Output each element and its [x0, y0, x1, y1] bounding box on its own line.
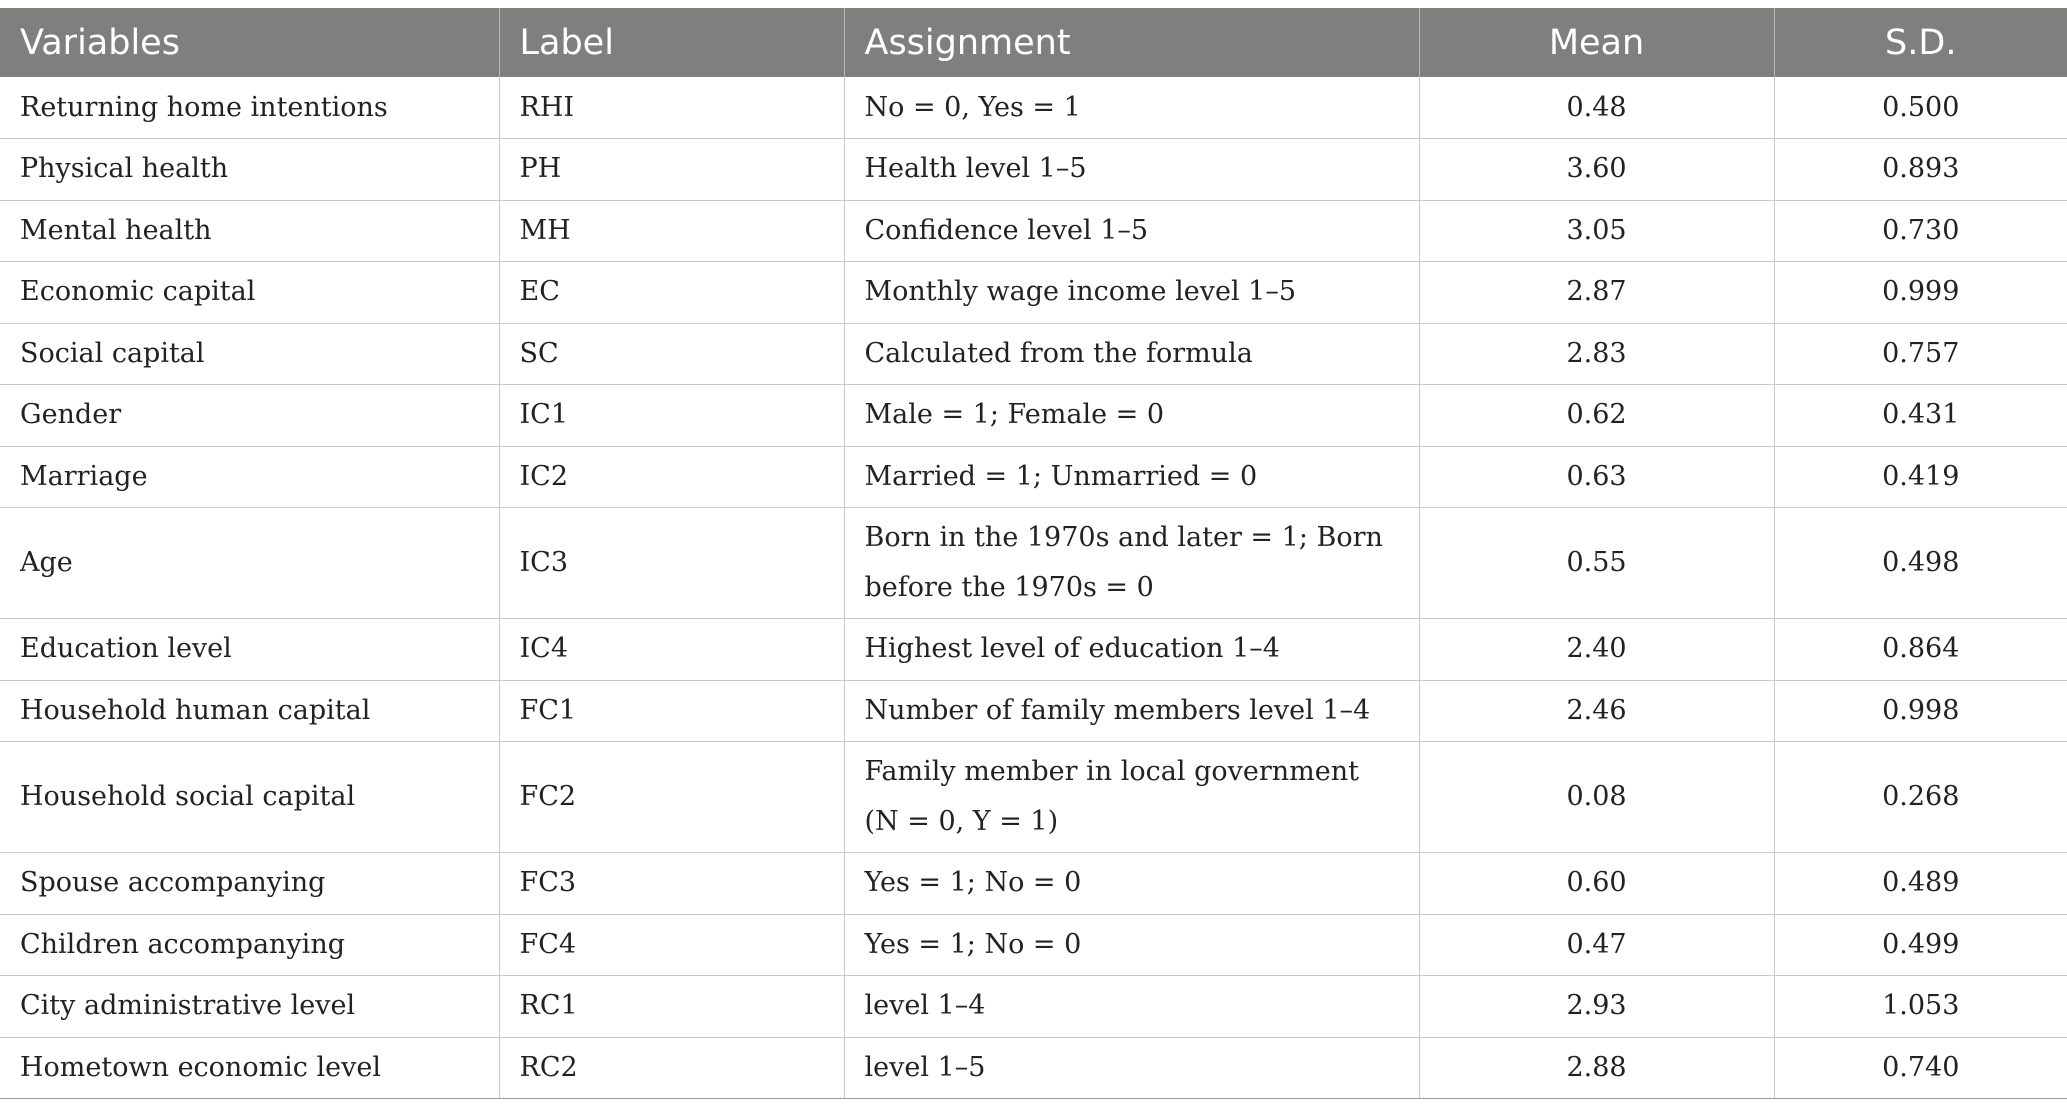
cell-assignment: Born in the 1970s and later = 1; Born before the 1970s = 0	[844, 508, 1419, 619]
cell-variable: Physical health	[0, 139, 499, 201]
cell-variable: Age	[0, 508, 499, 619]
cell-variable: Social capital	[0, 323, 499, 385]
cell-assignment: Number of family members level 1–4	[844, 680, 1419, 742]
cell-sd: 0.999	[1774, 262, 2067, 324]
cell-variable: Economic capital	[0, 262, 499, 324]
cell-sd: 0.489	[1774, 853, 2067, 915]
cell-sd: 0.498	[1774, 508, 2067, 619]
cell-label: FC1	[499, 680, 844, 742]
header-assignment: Assignment	[844, 8, 1419, 77]
cell-assignment: Highest level of education 1–4	[844, 619, 1419, 681]
table-row	[0, 446, 2067, 508]
cell-assignment: Calculated from the formula	[844, 323, 1419, 385]
table-row	[0, 853, 2067, 915]
cell-variable: Household human capital	[0, 680, 499, 742]
cell-assignment: level 1–4	[844, 976, 1419, 1038]
table-row	[0, 619, 2067, 681]
cell-mean: 0.63	[1419, 446, 1774, 508]
cell-label: FC3	[499, 853, 844, 915]
cell-assignment: Yes = 1; No = 0	[844, 914, 1419, 976]
cell-mean: 0.48	[1419, 77, 1774, 139]
cell-label: EC	[499, 262, 844, 324]
cell-sd: 1.053	[1774, 976, 2067, 1038]
cell-mean: 0.60	[1419, 853, 1774, 915]
cell-label: MH	[499, 200, 844, 262]
cell-variable: Mental health	[0, 200, 499, 262]
cell-variable: Children accompanying	[0, 914, 499, 976]
table-row	[0, 385, 2067, 447]
table-row	[0, 139, 2067, 201]
cell-assignment: No = 0, Yes = 1	[844, 77, 1419, 139]
cell-label: FC4	[499, 914, 844, 976]
cell-sd: 0.730	[1774, 200, 2067, 262]
cell-variable: Hometown economic level	[0, 1037, 499, 1099]
cell-sd: 0.864	[1774, 619, 2067, 681]
table-row	[0, 742, 2067, 853]
table-row	[0, 914, 2067, 976]
cell-sd: 0.499	[1774, 914, 2067, 976]
table-body	[0, 77, 2067, 1099]
cell-mean: 0.47	[1419, 914, 1774, 976]
cell-assignment: Confidence level 1–5	[844, 200, 1419, 262]
cell-variable: Household social capital	[0, 742, 499, 853]
cell-label: IC4	[499, 619, 844, 681]
cell-assignment: Married = 1; Unmarried = 0	[844, 446, 1419, 508]
cell-label: RC2	[499, 1037, 844, 1099]
header-variables: Variables	[0, 8, 499, 77]
cell-assignment: Monthly wage income level 1–5	[844, 262, 1419, 324]
cell-label: IC2	[499, 446, 844, 508]
cell-sd: 0.500	[1774, 77, 2067, 139]
variables-table-container	[0, 8, 2067, 1099]
cell-label: RHI	[499, 77, 844, 139]
cell-mean: 0.08	[1419, 742, 1774, 853]
cell-label: RC1	[499, 976, 844, 1038]
table-header	[0, 8, 2067, 77]
cell-mean: 2.87	[1419, 262, 1774, 324]
table-row	[0, 976, 2067, 1038]
header-label: Label	[499, 8, 844, 77]
cell-label: FC2	[499, 742, 844, 853]
cell-mean: 0.55	[1419, 508, 1774, 619]
cell-sd: 0.740	[1774, 1037, 2067, 1099]
cell-mean: 3.05	[1419, 200, 1774, 262]
table-row	[0, 262, 2067, 324]
cell-sd: 0.268	[1774, 742, 2067, 853]
cell-variable: Gender	[0, 385, 499, 447]
cell-label: PH	[499, 139, 844, 201]
cell-sd: 0.998	[1774, 680, 2067, 742]
cell-mean: 0.62	[1419, 385, 1774, 447]
cell-variable: Spouse accompanying	[0, 853, 499, 915]
cell-sd: 0.419	[1774, 446, 2067, 508]
cell-variable: Returning home intentions	[0, 77, 499, 139]
cell-mean: 2.40	[1419, 619, 1774, 681]
table-row	[0, 680, 2067, 742]
table-row	[0, 77, 2067, 139]
cell-sd: 0.757	[1774, 323, 2067, 385]
cell-assignment: Yes = 1; No = 0	[844, 853, 1419, 915]
cell-mean: 2.46	[1419, 680, 1774, 742]
table-row	[0, 200, 2067, 262]
cell-variable: Education level	[0, 619, 499, 681]
header-mean: Mean	[1419, 8, 1774, 77]
cell-sd: 0.893	[1774, 139, 2067, 201]
variables-table	[0, 8, 2067, 1099]
cell-mean: 2.93	[1419, 976, 1774, 1038]
cell-mean: 2.88	[1419, 1037, 1774, 1099]
cell-mean: 3.60	[1419, 139, 1774, 201]
cell-assignment: level 1–5	[844, 1037, 1419, 1099]
cell-variable: Marriage	[0, 446, 499, 508]
cell-assignment: Health level 1–5	[844, 139, 1419, 201]
cell-sd: 0.431	[1774, 385, 2067, 447]
table-row	[0, 1037, 2067, 1099]
table-row	[0, 323, 2067, 385]
cell-assignment: Family member in local government (N = 0, Y = 1)	[844, 742, 1419, 853]
cell-label: IC3	[499, 508, 844, 619]
cell-label: SC	[499, 323, 844, 385]
cell-variable: City administrative level	[0, 976, 499, 1038]
cell-label: IC1	[499, 385, 844, 447]
table-row	[0, 508, 2067, 619]
cell-assignment: Male = 1; Female = 0	[844, 385, 1419, 447]
header-row	[0, 8, 2067, 77]
cell-mean: 2.83	[1419, 323, 1774, 385]
header-sd: S.D.	[1774, 8, 2067, 77]
